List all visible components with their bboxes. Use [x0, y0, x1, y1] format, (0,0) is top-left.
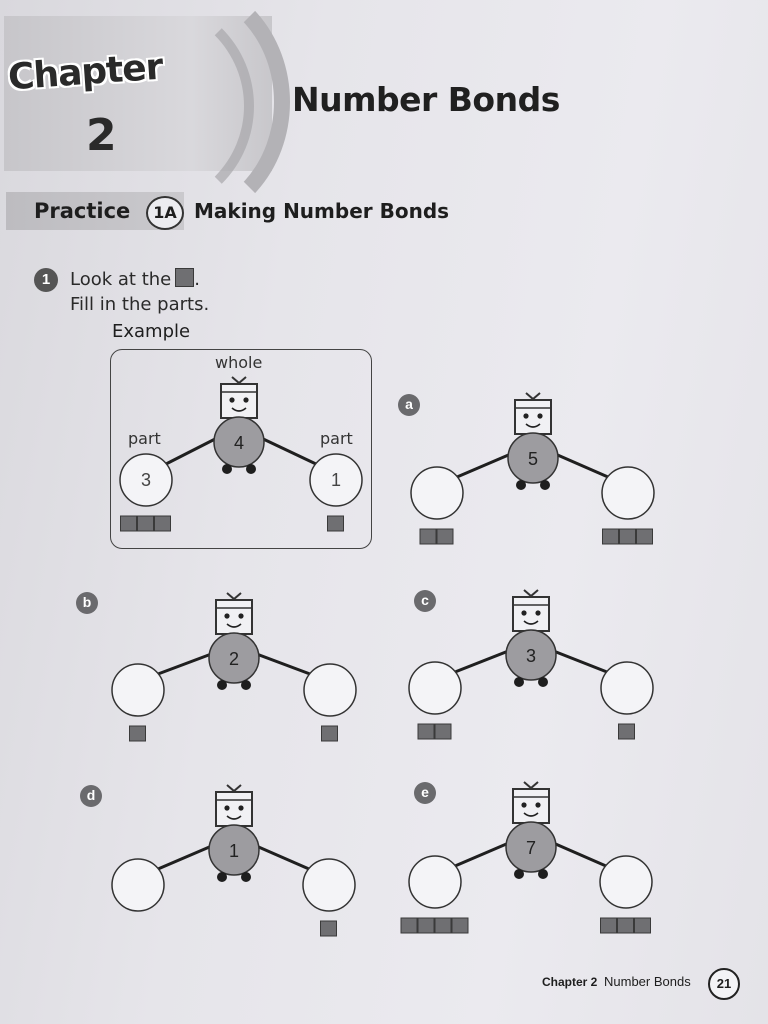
robot-antenna-icon — [524, 782, 538, 788]
part-left-circle — [411, 467, 463, 519]
square-right — [619, 724, 635, 739]
number-bond-example — [120, 377, 362, 506]
whole-number: 4 — [233, 433, 245, 453]
robot-foot-icon — [538, 677, 548, 687]
robot-antenna-icon — [227, 785, 241, 791]
part-right-label: part — [320, 429, 353, 448]
number-bond-d — [112, 785, 355, 911]
part-right-circle — [303, 859, 355, 911]
robot-foot-icon — [222, 464, 232, 474]
square-right — [601, 918, 617, 933]
robot-foot-icon — [514, 677, 524, 687]
bond-line-right — [553, 453, 608, 477]
square-right — [618, 918, 634, 933]
square-left — [418, 918, 434, 933]
problem-letter-b: b — [76, 592, 98, 614]
problem-letter-d: d — [80, 785, 102, 807]
question-number: 1 — [34, 268, 58, 292]
robot-foot-icon — [246, 464, 256, 474]
footer-chapter: Chapter 2 — [542, 975, 598, 989]
bond-line-right — [551, 842, 606, 866]
robot-eye-icon — [537, 413, 542, 418]
bond-line-left — [158, 653, 214, 674]
square-left — [452, 918, 468, 933]
page-number: 21 — [708, 968, 740, 1000]
square-left — [420, 529, 436, 544]
problem-letter-e: e — [414, 782, 436, 804]
robot-eye-icon — [243, 397, 248, 402]
square-right — [321, 921, 337, 936]
instruction-period: . — [194, 269, 200, 290]
robot-head-icon — [513, 789, 549, 823]
robot-antenna-icon — [526, 393, 540, 399]
part-right-number: 1 — [330, 470, 342, 490]
bond-line-left — [166, 437, 219, 464]
robot-foot-icon — [217, 872, 227, 882]
robot-antenna-icon — [232, 377, 246, 383]
square-right — [635, 918, 651, 933]
robot-antenna-icon — [227, 593, 241, 599]
instruction-text: Look at the — [70, 269, 172, 290]
square-right — [620, 529, 636, 544]
part-left-circle — [409, 856, 461, 908]
robot-head-icon — [216, 792, 252, 826]
part-right-circle — [601, 662, 653, 714]
footer-title: Number Bonds — [604, 974, 691, 989]
part-left-circle — [409, 662, 461, 714]
bond-line-right — [254, 653, 310, 674]
square-left — [138, 516, 154, 531]
robot-eye-icon — [238, 805, 243, 810]
robot-foot-icon — [514, 869, 524, 879]
problem-letter-c: c — [414, 590, 436, 612]
square-right — [328, 516, 344, 531]
robot-foot-icon — [241, 872, 251, 882]
chapter-word: Chapter — [6, 46, 164, 99]
robot-eye-icon — [521, 610, 526, 615]
bond-line-right — [254, 845, 309, 869]
whole-number: 7 — [525, 838, 537, 858]
robot-antenna-icon — [524, 590, 538, 596]
square-left — [418, 724, 434, 739]
number-bond-b — [112, 593, 356, 716]
robot-eye-icon — [224, 805, 229, 810]
bond-line-left — [455, 650, 511, 672]
square-right — [637, 529, 653, 544]
whole-number: 3 — [525, 646, 537, 666]
bond-line-right — [259, 437, 316, 464]
instruction-line-2: Fill in the parts. — [70, 294, 210, 315]
whole-number: 1 — [228, 841, 240, 861]
bond-line-right — [551, 650, 607, 672]
part-right-circle — [304, 664, 356, 716]
part-left-label: part — [128, 429, 161, 448]
robot-head-icon — [221, 384, 257, 418]
chapter-number: 2 — [86, 110, 117, 161]
page-title: Number Bonds — [292, 80, 560, 119]
whole-number: 5 — [527, 449, 539, 469]
square-left — [121, 516, 137, 531]
robot-eye-icon — [535, 610, 540, 615]
number-bond-a — [411, 393, 654, 519]
part-right-circle — [602, 467, 654, 519]
practice-word: Practice — [34, 199, 131, 223]
robot-head-icon — [513, 597, 549, 631]
problem-letter-a: a — [398, 394, 420, 416]
part-left-number: 3 — [140, 470, 152, 490]
robot-head-icon — [515, 400, 551, 434]
practice-badge: 1A — [146, 196, 184, 230]
robot-foot-icon — [540, 480, 550, 490]
example-label: Example — [112, 321, 191, 342]
robot-foot-icon — [516, 480, 526, 490]
square-left — [155, 516, 171, 531]
bond-line-left — [158, 845, 214, 869]
robot-head-icon — [216, 600, 252, 634]
whole-number: 2 — [228, 649, 240, 669]
robot-eye-icon — [229, 397, 234, 402]
part-right-circle — [600, 856, 652, 908]
robot-eye-icon — [523, 413, 528, 418]
robot-foot-icon — [538, 869, 548, 879]
robot-foot-icon — [217, 680, 227, 690]
whole-label: whole — [215, 353, 263, 372]
square-right — [322, 726, 338, 741]
bond-line-left — [457, 453, 513, 477]
square-left — [435, 918, 451, 933]
robot-eye-icon — [521, 802, 526, 807]
number-bond-e — [409, 782, 652, 908]
square-left — [435, 724, 451, 739]
part-left-circle — [112, 859, 164, 911]
bond-line-left — [455, 842, 511, 866]
part-left-circle — [112, 664, 164, 716]
square-left — [401, 918, 417, 933]
robot-eye-icon — [224, 613, 229, 618]
square-left — [130, 726, 146, 741]
square-left — [437, 529, 453, 544]
robot-foot-icon — [241, 680, 251, 690]
robot-eye-icon — [238, 613, 243, 618]
practice-title: Making Number Bonds — [194, 199, 450, 223]
robot-eye-icon — [535, 802, 540, 807]
number-bond-c — [409, 590, 653, 714]
square-right — [603, 529, 619, 544]
